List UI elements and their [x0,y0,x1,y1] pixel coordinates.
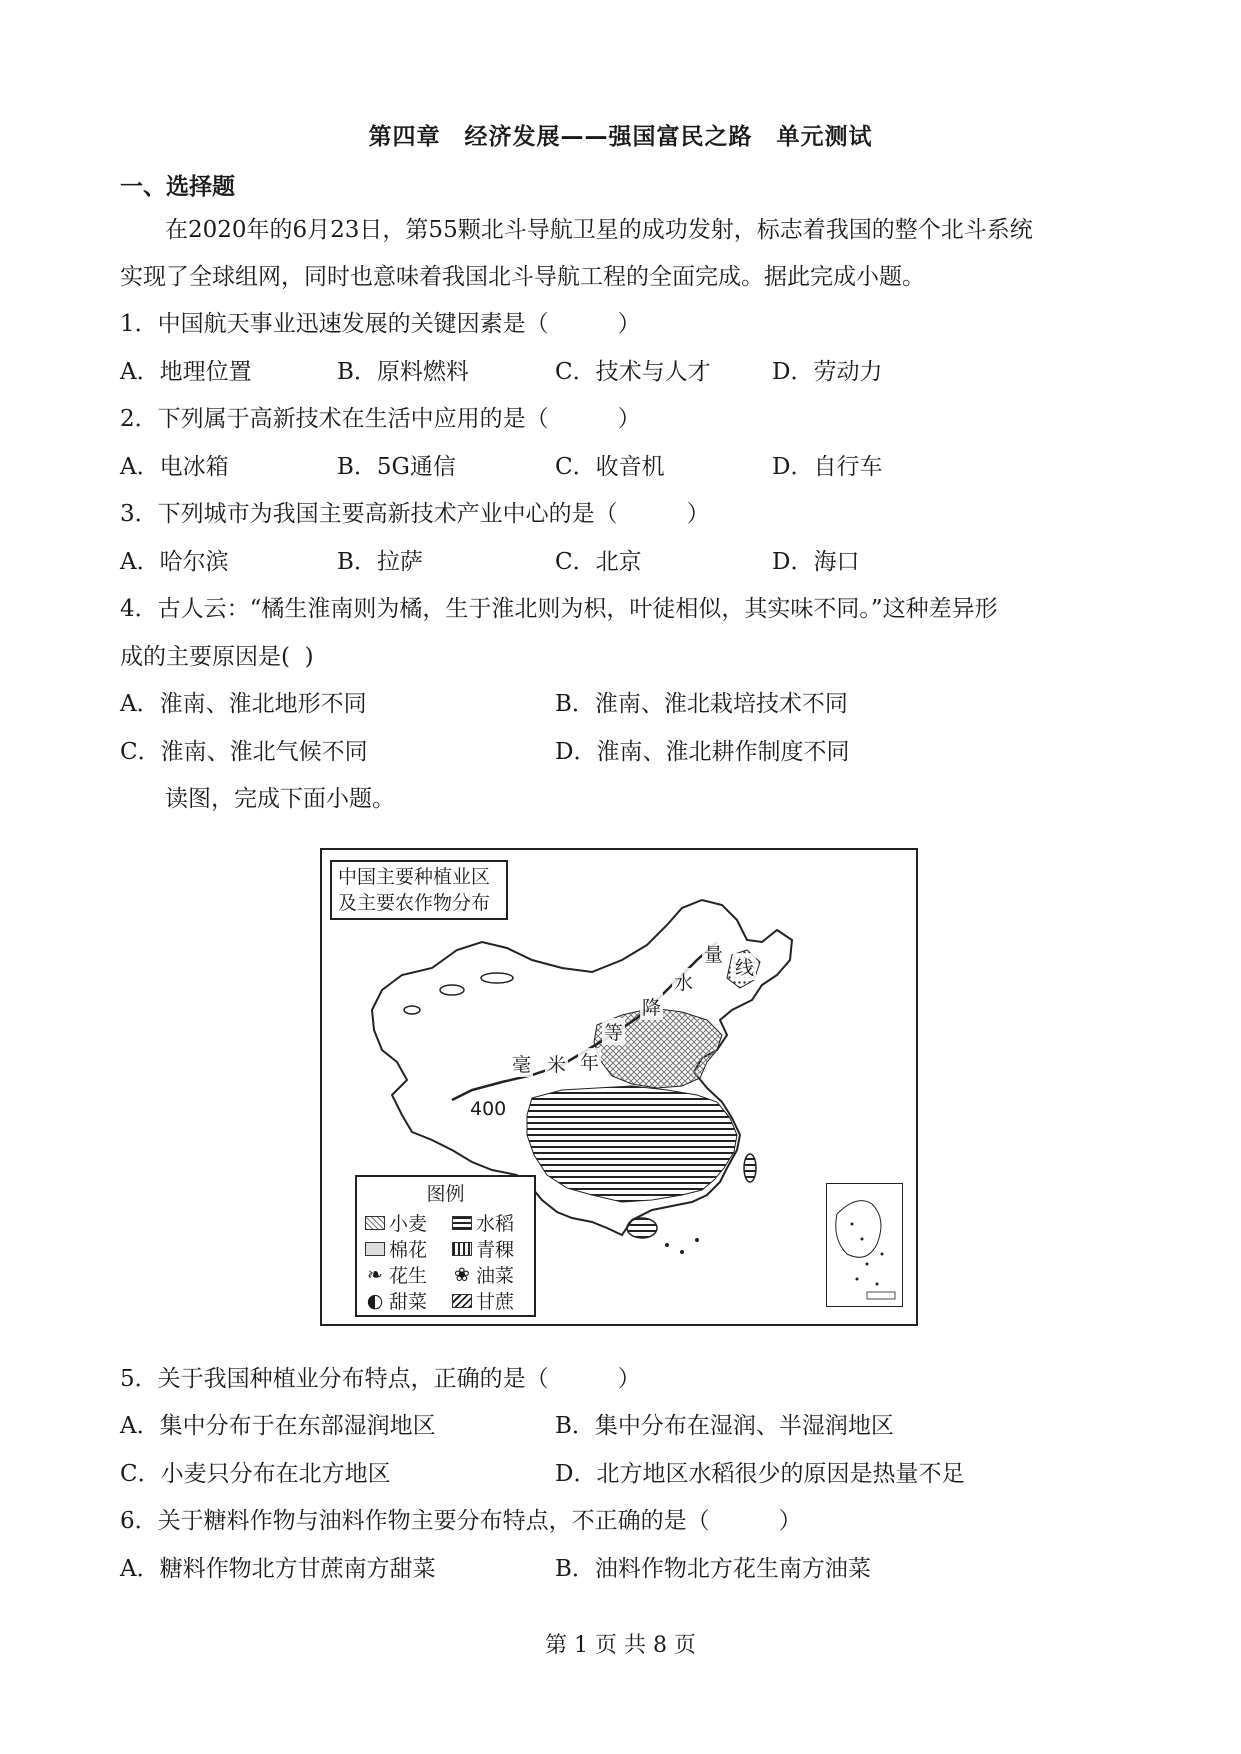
map-legend [355,1175,536,1317]
question-5-option-d[interactable]: D．北方地区水稻很少的原因是热量不足 [555,1461,965,1487]
legend-title: 图例 [426,1183,465,1205]
legend-label-rice: 水稻 [476,1213,515,1235]
hainan-island [627,1218,657,1238]
highland-barley-swatch [452,1242,472,1256]
taiwan-island [744,1154,756,1182]
legend-item-rapeseed [452,1261,514,1288]
isoline-label-liang: 量 [702,940,725,967]
legend-label-highland-barley: 青稞 [476,1239,515,1261]
question-1-option-a[interactable]: A．地理位置 [120,359,252,385]
rapeseed-icon: ❀ [454,1263,470,1286]
isoline-label-jiang: 降 [640,993,663,1020]
page-footer: 第 1 页 共 8 页 [545,1633,696,1658]
isoline-label-mi: 米 [545,1050,568,1077]
question-3-option-b[interactable]: B．拉萨 [337,549,423,575]
question-4-option-a[interactable]: A．淮南、淮北地形不同 [120,691,367,717]
question-2-option-b[interactable]: B．5G通信 [337,454,456,480]
legend-label-cotton: 棉花 [389,1239,428,1261]
question-6-stem: 6．关于糖料作物与油料作物主要分布特点，不正确的是（ ） [120,1508,802,1534]
question-3-option-a[interactable]: A．哈尔滨 [120,549,229,575]
isoline-label-shui: 水 [672,968,695,995]
question-2-stem: 2．下列属于高新技术在生活中应用的是（ ） [120,406,641,432]
legend-label-peanut: 花生 [389,1265,428,1287]
question-1-option-d[interactable]: D．劳动力 [772,359,883,385]
question-4-option-d[interactable]: D．淮南、淮北耕作制度不同 [555,739,850,765]
page-title: 第四章 经济发展——强国富民之路 单元测试 [368,124,873,150]
legend-label-sugarcane: 甘蔗 [476,1291,515,1313]
question-5-option-b[interactable]: B．集中分布在湿润、半湿润地区 [555,1413,894,1439]
isoline-label-hao: 毫 [510,1050,533,1077]
legend-item-peanut [365,1261,427,1288]
question-2-option-a[interactable]: A．电冰箱 [120,454,229,480]
question-1-option-c[interactable]: C．技术与人才 [555,359,711,385]
isoline-label-400: 400 [470,1098,507,1120]
legend-label-sugar-beet: 甜菜 [389,1291,428,1313]
read-map-instruction: 读图，完成下面小题。 [165,786,395,812]
map-title-line-1: 中国主要种植业区 [338,866,491,888]
rice-swatch [452,1216,472,1230]
question-2-option-d[interactable]: D．自行车 [772,454,883,480]
intro-line-2: 实现了全球组网，同时也意味着我国北斗导航工程的全面完成。据此完成小题。 [120,264,925,290]
legend-item-sugarcane [452,1287,514,1314]
section-heading: 一、选择题 [120,174,235,200]
question-4-stem-line-1: 4．古人云：“橘生淮南则为橘，生于淮北则为枳，叶徒相似，其实味不同。”这种差异形 [120,596,998,622]
question-1-stem: 1．中国航天事业迅速发展的关键因素是（ ） [120,311,641,337]
question-3-option-d[interactable]: D．海口 [772,549,860,575]
legend-label-wheat: 小麦 [389,1213,428,1235]
isoline-label-xian: 线 [733,953,756,980]
south-china-sea-inset [826,1183,903,1307]
legend-item-rice [452,1209,514,1236]
question-4-option-c[interactable]: C．淮南、淮北气候不同 [120,739,368,765]
legend-item-sugar-beet [365,1287,427,1314]
map-title [330,860,508,920]
legend-item-cotton [365,1235,427,1262]
question-2-option-c[interactable]: C．收音机 [555,454,665,480]
legend-item-highland-barley [452,1235,514,1262]
map-title-line-2: 及主要农作物分布 [338,892,491,914]
question-4-stem-line-2: 成的主要原因是( ) [120,644,314,670]
wheat-swatch [365,1216,385,1230]
question-6-option-a[interactable]: A．糖料作物北方甘蔗南方甜菜 [120,1556,436,1582]
question-6-option-b[interactable]: B．油料作物北方花生南方油菜 [555,1556,871,1582]
sugarcane-swatch [452,1294,472,1308]
intro-line-1: 在2020年的6月23日，第55颗北斗导航卫星的成功发射，标志着我国的整个北斗系统 [165,217,1033,243]
sugar-beet-icon: ◐ [366,1289,384,1312]
isoline-label-nian: 年 [578,1048,601,1075]
isoline-label-deng: 等 [602,1018,625,1045]
legend-label-rapeseed: 油菜 [476,1265,515,1287]
question-5-stem: 5．关于我国种植业分布特点，正确的是（ ） [120,1366,641,1392]
question-3-option-c[interactable]: C．北京 [555,549,642,575]
question-4-option-b[interactable]: B．淮南、淮北栽培技术不同 [555,691,848,717]
question-3-stem: 3．下列城市为我国主要高新技术产业中心的是（ ） [120,501,710,527]
inset-drawing [827,1184,901,1305]
question-5-option-c[interactable]: C．小麦只分布在北方地区 [120,1461,391,1487]
legend-item-wheat [365,1209,427,1236]
cotton-swatch [365,1242,385,1256]
peanut-icon: ❧ [367,1263,383,1286]
question-5-option-a[interactable]: A．集中分布于在东部湿润地区 [120,1413,436,1439]
question-1-option-b[interactable]: B．原料燃料 [337,359,469,385]
